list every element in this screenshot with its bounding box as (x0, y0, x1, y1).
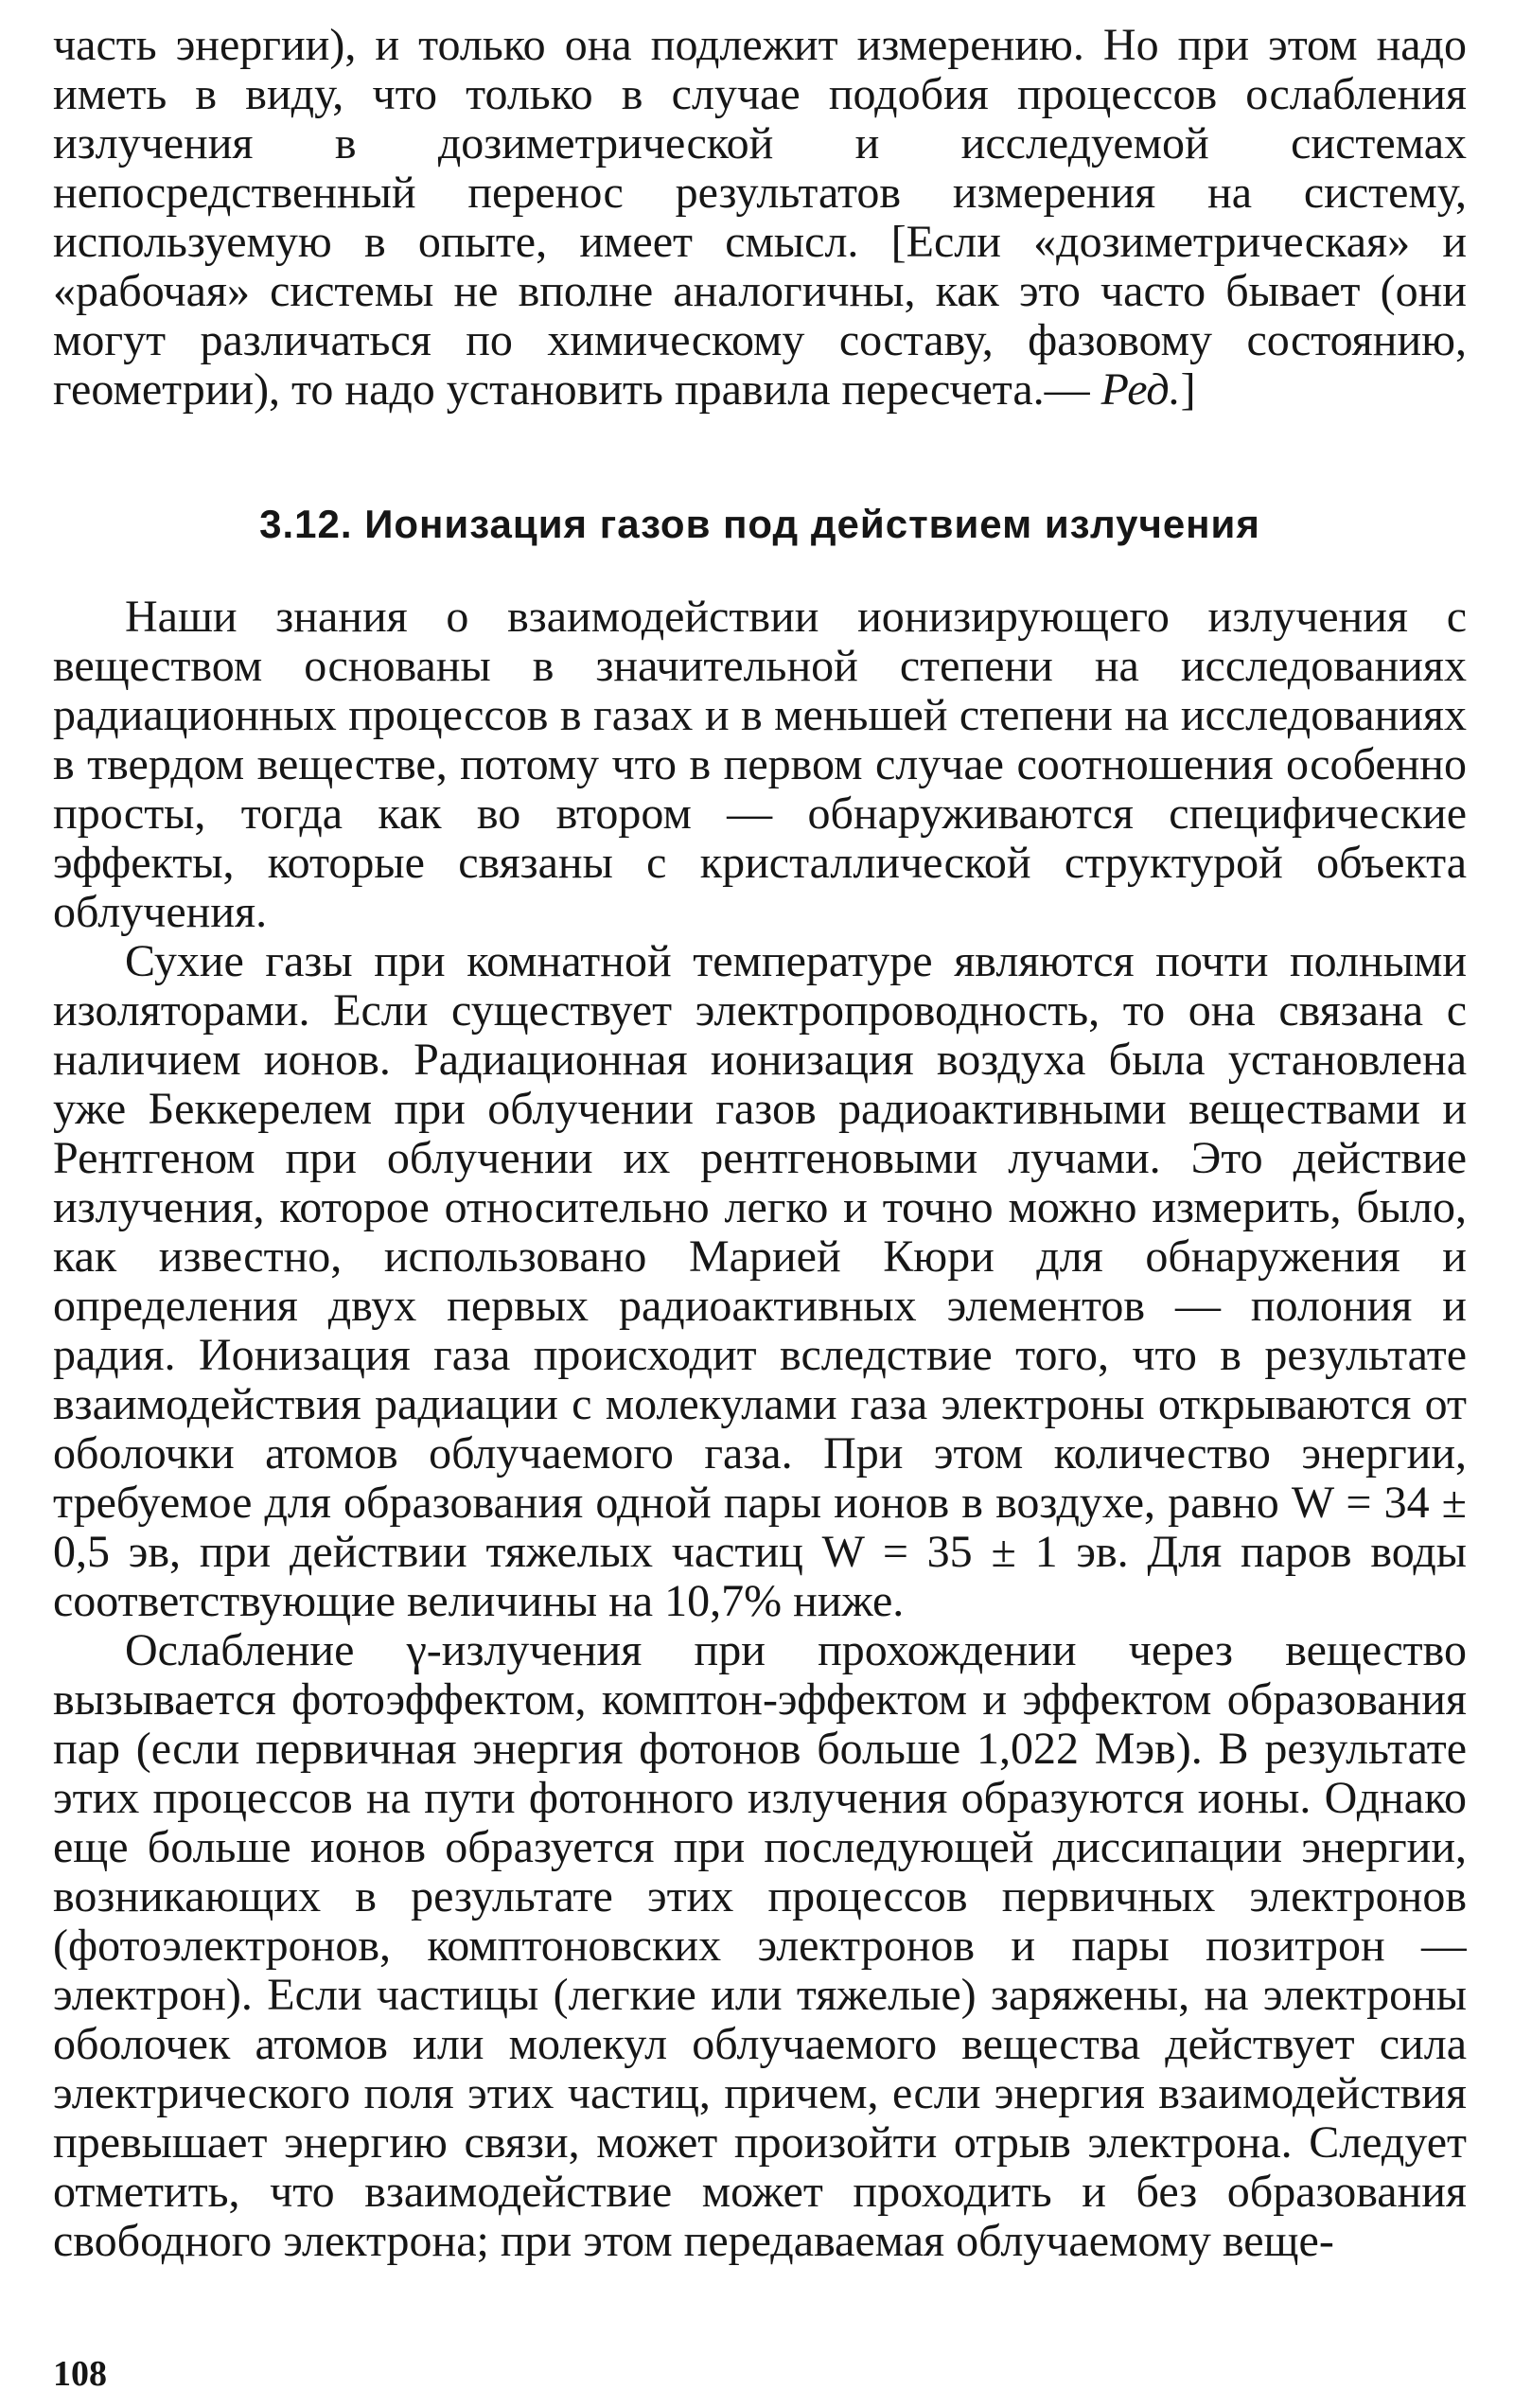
editor-note: Ред. (1100, 364, 1181, 415)
section-body (53, 593, 1467, 2277)
body-paragraph-2: Сухие газы при комнатной температуре являются почти полными изоляторами. Если существует электропроводность, то она связана с наличием ионов. Радиационная ионизация воздуха была установлена уже Беккерелем при облучении газов радиоактивными веществами и Рентгеном при облучении их рентгеновыми лучами. Это действие излучения, которое относительно легко и точно можно измерить, было, как известно, использовано Марией Кюри для обнаружения и определения двух первых радиоактивных элементов — полония и радия. Ионизация газа происходит вследствие того, что в результате взаимодействия радиации с молекулами газа электроны открываются от оболочки атомов облучаемого газа. При этом количество энергии, требуемое для образования одной пары ионов в воздухе, равно W = 34 ± 0,5 эв, при действии тяжелых частиц W = 35 ± 1 эв. Для паров воды соответствующие величины на 10,7% ниже. (53, 936, 1467, 1626)
intro-paragraph-block (53, 21, 1467, 418)
section-heading (53, 500, 1467, 549)
section-title: Ионизация газов под действием излучения (364, 502, 1260, 546)
intro-paragraph (53, 21, 1467, 415)
body-paragraph-3: Ослабление γ-излучения при прохождении через вещество вызывается фотоэффектом, комптон-эффектом и эффектом образования пар (если первичная энергия фотонов больше 1,022 Мэв). В результате этих процессов на пути фотонного излучения образуются ионы. Однако еще больше ионов образуется при последующей диссипации энергии, возникающих в результате этих процессов первичных электронов (фотоэлектронов, комптоновских электронов и пары позитрон — электрон). Если частицы (легкие или тяжелые) заряжены, на электроны оболочек атомов или молекул облучаемого вещества действует сила электрического поля этих частиц, причем, если энергия взаимодействия превышает энергию связи, может произойти отрыв электрона. Следует отметить, что взаимодействие может проходить и без образования свободного электрона; при этом передаваемая облучаемому веще- (53, 1625, 1467, 2266)
page-number: 108 (53, 2354, 107, 2394)
intro-paragraph-text: часть энергии), и только она подлежит измерению. Но при этом надо иметь в виду, что только в случае подобия процессов ослабления излучения в дозиметрической и исследуемой системах непосредственный перенос результатов измерения на систему, используемую в опыте, имеет смысл. [Если «дозиметрическая» и «рабочая» системы не вполне аналогичны, как это часто бывает (они могут различаться по химическому составу, фазовому состоянию, геометрии), то надо установить правила пересчета.— (53, 21, 1467, 415)
section-number: 3.12. (259, 502, 353, 546)
closing-bracket: ] (1180, 364, 1196, 415)
body-paragraph-1: Наши знания о взаимодействии ионизирующего излучения с веществом основаны в значительной степени на исследованиях радиационных процессов в газах и в меньшей степени на исследованиях в твердом веществе, потому что в первом случае соотношения особенно просты, тогда как во втором — обнаруживаются специфические эффекты, которые связаны с кристаллической структурой объекта облучения. (53, 593, 1467, 937)
